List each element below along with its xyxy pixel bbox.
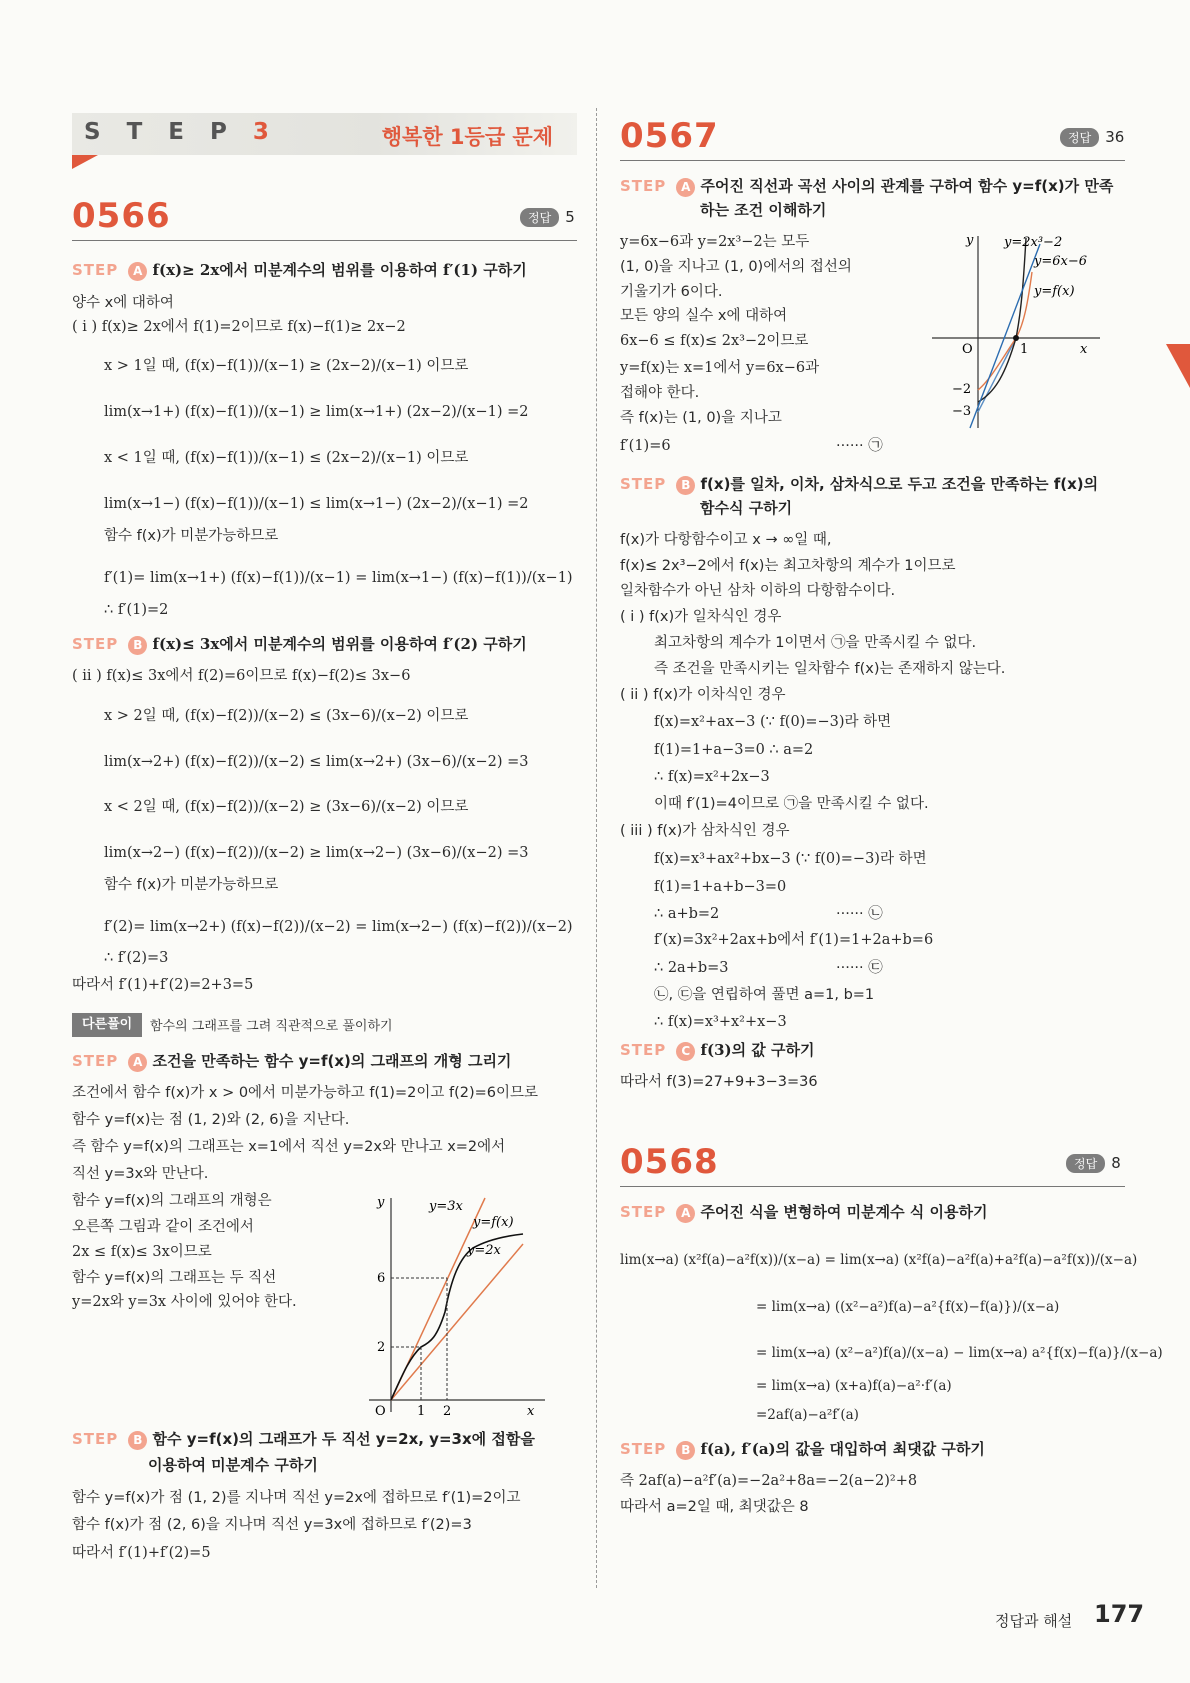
solution-line: x > 2일 때, (f(x)−f(2))/(x−2) ≤ (3x−6)/(x−2) 이므로 [104,708,469,724]
step-banner [72,113,577,155]
solution-line: ∴ 2a+b=3 [654,960,729,976]
solution-line: y=2x와 y=3x 사이에 있어야 한다. [72,1294,297,1310]
step-heading-cont: 함수식 구하기 [700,499,793,517]
alternative-solution-tag: 다른풀이 [72,1013,142,1037]
solution-line: f′(1)=6 [620,438,671,454]
tick-label: 1 [417,1404,426,1419]
solution-line: x > 1일 때, (f(x)−f(1))/(x−1) ≥ (2x−2)/(x−1) 이므로 [104,358,469,374]
solution-line: 양수 x에 대하여 [72,295,174,311]
solution-line: 함수 y=f(x)가 점 (1, 2)를 지나며 직선 y=2x에 접하므로 f′(1)=2이고 [72,1490,521,1506]
solution-line: 모든 양의 실수 x에 대하여 [620,308,788,324]
solution-line: ( iii ) f(x)가 삼차식인 경우 [620,823,790,839]
solution-line: 따라서 f(3)=27+9+3−3=36 [620,1074,818,1090]
solution-line: f′(1)= lim(x→1+) (f(x)−f(1))/(x−1) = lim(x→1−) (f(x)−f(1))/(x−1) [104,570,573,586]
tick-label: 6 [377,1271,386,1286]
solution-line: ( i ) f(x)가 일차식인 경우 [620,609,782,625]
solution-line: x < 2일 때, (f(x)−f(2))/(x−2) ≥ (3x−6)/(x−2) 이므로 [104,799,469,815]
origin-label: O [375,1404,386,1419]
section-rule [620,160,1125,161]
solution-line: f(1)=1+a+b−3=0 [654,879,787,895]
solution-line: ∴ a+b=2 [654,906,720,922]
step-heading-cont: 하는 조건 이해하기 [700,201,827,219]
step-heading: STEP A 주어진 직선과 곡선 사이의 관계를 구하여 함수 y=f(x)가 만족 [620,177,1114,195]
tick-label: 2 [377,1340,386,1355]
step-heading: STEP C f(3)의 값 구하기 [620,1041,815,1059]
tick-label: 1 [1020,342,1029,357]
solution-line: 오른쪽 그림과 같이 조건에서 [72,1219,254,1235]
solution-line: = lim(x→a) (x+a)f(a)−a²·f′(a) [756,1378,952,1394]
solution-line: 일차함수가 아닌 삼차 이하의 다항함수이다. [620,583,896,599]
solution-line: ∴ f′(2)=3 [104,950,169,966]
solution-line: 따라서 f′(1)+f′(2)=5 [72,1545,211,1561]
equation-tag: ······ ㉢ [836,960,883,976]
footer-label: 정답과 해설 [995,1612,1073,1630]
solution-line: 함수 f(x)가 미분가능하므로 [104,528,279,544]
graph-label: y=2x [467,1243,501,1258]
solution-line: ( i ) f(x)≥ 2x에서 f(1)=2이므로 f(x)−f(1)≥ 2x−2 [72,319,406,335]
step-title: 행복한 1등급 문제 [381,125,553,149]
tick-label: −3 [952,404,972,419]
solution-line: y=6x−6과 y=2x³−2는 모두 [620,234,810,250]
graph-0567 [930,232,1105,432]
step-level-label: S T E P 3 [84,119,269,145]
tangent-point [1013,335,1019,341]
solution-line: 따라서 a=2일 때, 최댓값은 8 [620,1499,809,1515]
problem-number: 0567 [620,116,719,156]
alternative-solution-desc: 함수의 그래프를 그려 직관적으로 풀이하기 [150,1019,393,1034]
solution-line: f(x)=x²+ax−3 (∵ f(0)=−3)라 하면 [654,714,892,730]
graph-label: y=3x [429,1199,463,1214]
solution-line: 6x−6 ≤ f(x)≤ 2x³−2이므로 [620,333,809,349]
solution-line: = lim(x→a) (x²−a²)f(a)/(x−a) − lim(x→a) a²{f(x)−f(a)}/(x−a) [756,1345,1163,1361]
answer-box: 정답 8 [1066,1154,1121,1173]
solution-line: ㉡, ㉢을 연립하여 풀면 a=1, b=1 [654,987,875,1003]
solution-line: 즉 함수 y=f(x)의 그래프는 x=1에서 직선 y=2x와 만나고 x=2에서 [72,1139,506,1155]
solution-line: (1, 0)을 지나고 (1, 0)에서의 접선의 [620,259,852,275]
step-heading: STEP A 주어진 식을 변형하여 미분계수 식 이용하기 [620,1203,988,1221]
solution-line: 함수 f(x)가 점 (2, 6)을 지나며 직선 y=3x에 접하므로 f′(2)=3 [72,1517,472,1533]
step-heading: STEP A f(x)≥ 2x에서 미분계수의 범위를 이용하여 f′(1) 구하기 [72,261,527,279]
answer-box: 정답 36 [1060,128,1124,147]
solution-line: f(x)=x³+ax²+bx−3 (∵ f(0)=−3)라 하면 [654,851,927,867]
line-2x [391,1244,523,1400]
section-rule [620,1186,1125,1187]
solution-line: x < 1일 때, (f(x)−f(1))/(x−1) ≤ (2x−2)/(x−1) 이므로 [104,450,469,466]
step-heading: STEP A 조건을 만족하는 함수 y=f(x)의 그래프의 개형 그리기 [72,1052,512,1070]
solution-line: 따라서 f′(1)+f′(2)=2+3=5 [72,977,254,993]
line-6x-6 [970,244,1040,428]
step-heading: STEP B 함수 y=f(x)의 그래프가 두 직선 y=2x, y=3x에 접함을 [72,1430,535,1448]
equation-tag: ······ ㉠ [836,438,883,454]
page-number: 177 [1094,1600,1145,1628]
solution-line: ( ii ) f(x)≤ 3x에서 f(2)=6이므로 f(x)−f(2)≤ 3x−6 [72,668,411,684]
solution-line: lim(x→2+) (f(x)−f(2))/(x−2) ≤ lim(x→2+) (3x−6)/(x−2) =3 [104,754,529,770]
problem-number: 0566 [72,196,171,236]
solution-line: ∴ f′(1)=2 [104,602,169,618]
solution-line: 즉 조건을 만족시키는 일차함수 f(x)는 존재하지 않는다. [654,661,1006,677]
curve-fx [978,272,1032,390]
tick-label: 2 [443,1404,452,1419]
step-heading: STEP B f(x)를 일차, 이차, 삼차식으로 두고 조건을 만족하는 f(x)의 [620,475,1099,493]
solution-line: 함수 y=f(x)의 그래프의 개형은 [72,1193,272,1209]
axis-label-x: x [1080,342,1088,357]
step-heading-cont: 이용하여 미분계수 구하기 [148,1456,318,1474]
step-heading: STEP B f(x)≤ 3x에서 미분계수의 범위를 이용하여 f′(2) 구하기 [72,635,527,653]
section-rule [72,240,577,241]
solution-line: 2x ≤ f(x)≤ 3x이므로 [72,1244,212,1260]
graph-label: y=6x−6 [1034,254,1088,269]
solution-line: lim(x→1+) (f(x)−f(1))/(x−1) ≥ lim(x→1+) (2x−2)/(x−1) =2 [104,404,529,420]
axis-label-x: x [527,1404,535,1419]
solution-line: ∴ f(x)=x²+2x−3 [654,769,770,785]
graph-label: y=f(x) [473,1215,514,1230]
curve-2x3 [978,238,1029,402]
origin-label: O [962,342,973,357]
tick-label: −2 [952,382,972,397]
solution-line: ( ii ) f(x)가 이차식인 경우 [620,687,786,703]
solution-line: 즉 f(x)는 (1, 0)을 지나고 [620,410,782,426]
solution-line: 함수 f(x)가 미분가능하므로 [104,877,279,893]
solution-line: f(x)가 다항함수이고 x → ∞일 때, [620,532,832,548]
axis-label-y: y [377,1195,385,1210]
problem-number: 0568 [620,1142,719,1182]
solution-line: ∴ f(x)=x³+x²+x−3 [654,1014,787,1030]
solution-line: 접해야 한다. [620,385,700,401]
solution-line: 최고차항의 계수가 1이면서 ㉠을 만족시킬 수 없다. [654,635,977,651]
solution-line: lim(x→1−) (f(x)−f(1))/(x−1) ≤ lim(x→1−) (2x−2)/(x−1) =2 [104,496,529,512]
equation-tag: ······ ㉡ [836,906,883,922]
graph-label: y=f(x) [1034,284,1075,299]
solution-line: 즉 2af(a)−a²f′(a)=−2a²+8a=−2(a−2)²+8 [620,1473,918,1489]
solution-line: = lim(x→a) ((x²−a²)f(a)−a²{f(x)−f(a)})/(x−a) [756,1299,1060,1315]
solution-line: y=f(x)는 x=1에서 y=6x−6과 [620,360,820,376]
solution-line: 함수 y=f(x)는 점 (1, 2)와 (2, 6)을 지난다. [72,1112,350,1128]
solution-line: lim(x→2−) (f(x)−f(2))/(x−2) ≥ lim(x→2−) (3x−6)/(x−2) =3 [104,845,529,861]
solution-line: f(1)=1+a−3=0 ∴ a=2 [654,742,814,758]
solution-line: 함수 y=f(x)의 그래프는 두 직선 [72,1270,277,1286]
solution-line: 조건에서 함수 f(x)가 x > 0에서 미분가능하고 f(1)=2이고 f(2)=6이므로 [72,1085,539,1101]
step-heading: STEP B f(a), f′(a)의 값을 대입하여 최댓값 구하기 [620,1440,985,1458]
solution-line: 이때 f′(1)=4이므로 ㉠을 만족시킬 수 없다. [654,796,929,812]
side-tab-marker [1166,344,1190,388]
graph-0566 [355,1192,545,1422]
column-divider [596,108,597,1588]
solution-line: 기울기가 6이다. [620,284,723,300]
solution-line: lim(x→a) (x²f(a)−a²f(x))/(x−a) = lim(x→a) (x²f(a)−a²f(a)+a²f(a)−a²f(x))/(x−a) [620,1252,1138,1268]
banner-flag-icon [72,155,98,169]
solution-line: f(x)≤ 2x³−2에서 f(x)는 최고차항의 계수가 1이므로 [620,558,956,574]
solution-line: f′(x)=3x²+2ax+b에서 f′(1)=1+2a+b=6 [654,932,934,948]
answer-box: 정답 5 [520,208,575,227]
graph-label: y=2x³−2 [1004,235,1063,250]
solution-line: 직선 y=3x와 만난다. [72,1166,209,1182]
solution-line: =2af(a)−a²f′(a) [756,1407,859,1423]
solution-line: f′(2)= lim(x→2+) (f(x)−f(2))/(x−2) = lim(x→2−) (f(x)−f(2))/(x−2) [104,919,573,935]
axis-label-y: y [966,233,974,248]
